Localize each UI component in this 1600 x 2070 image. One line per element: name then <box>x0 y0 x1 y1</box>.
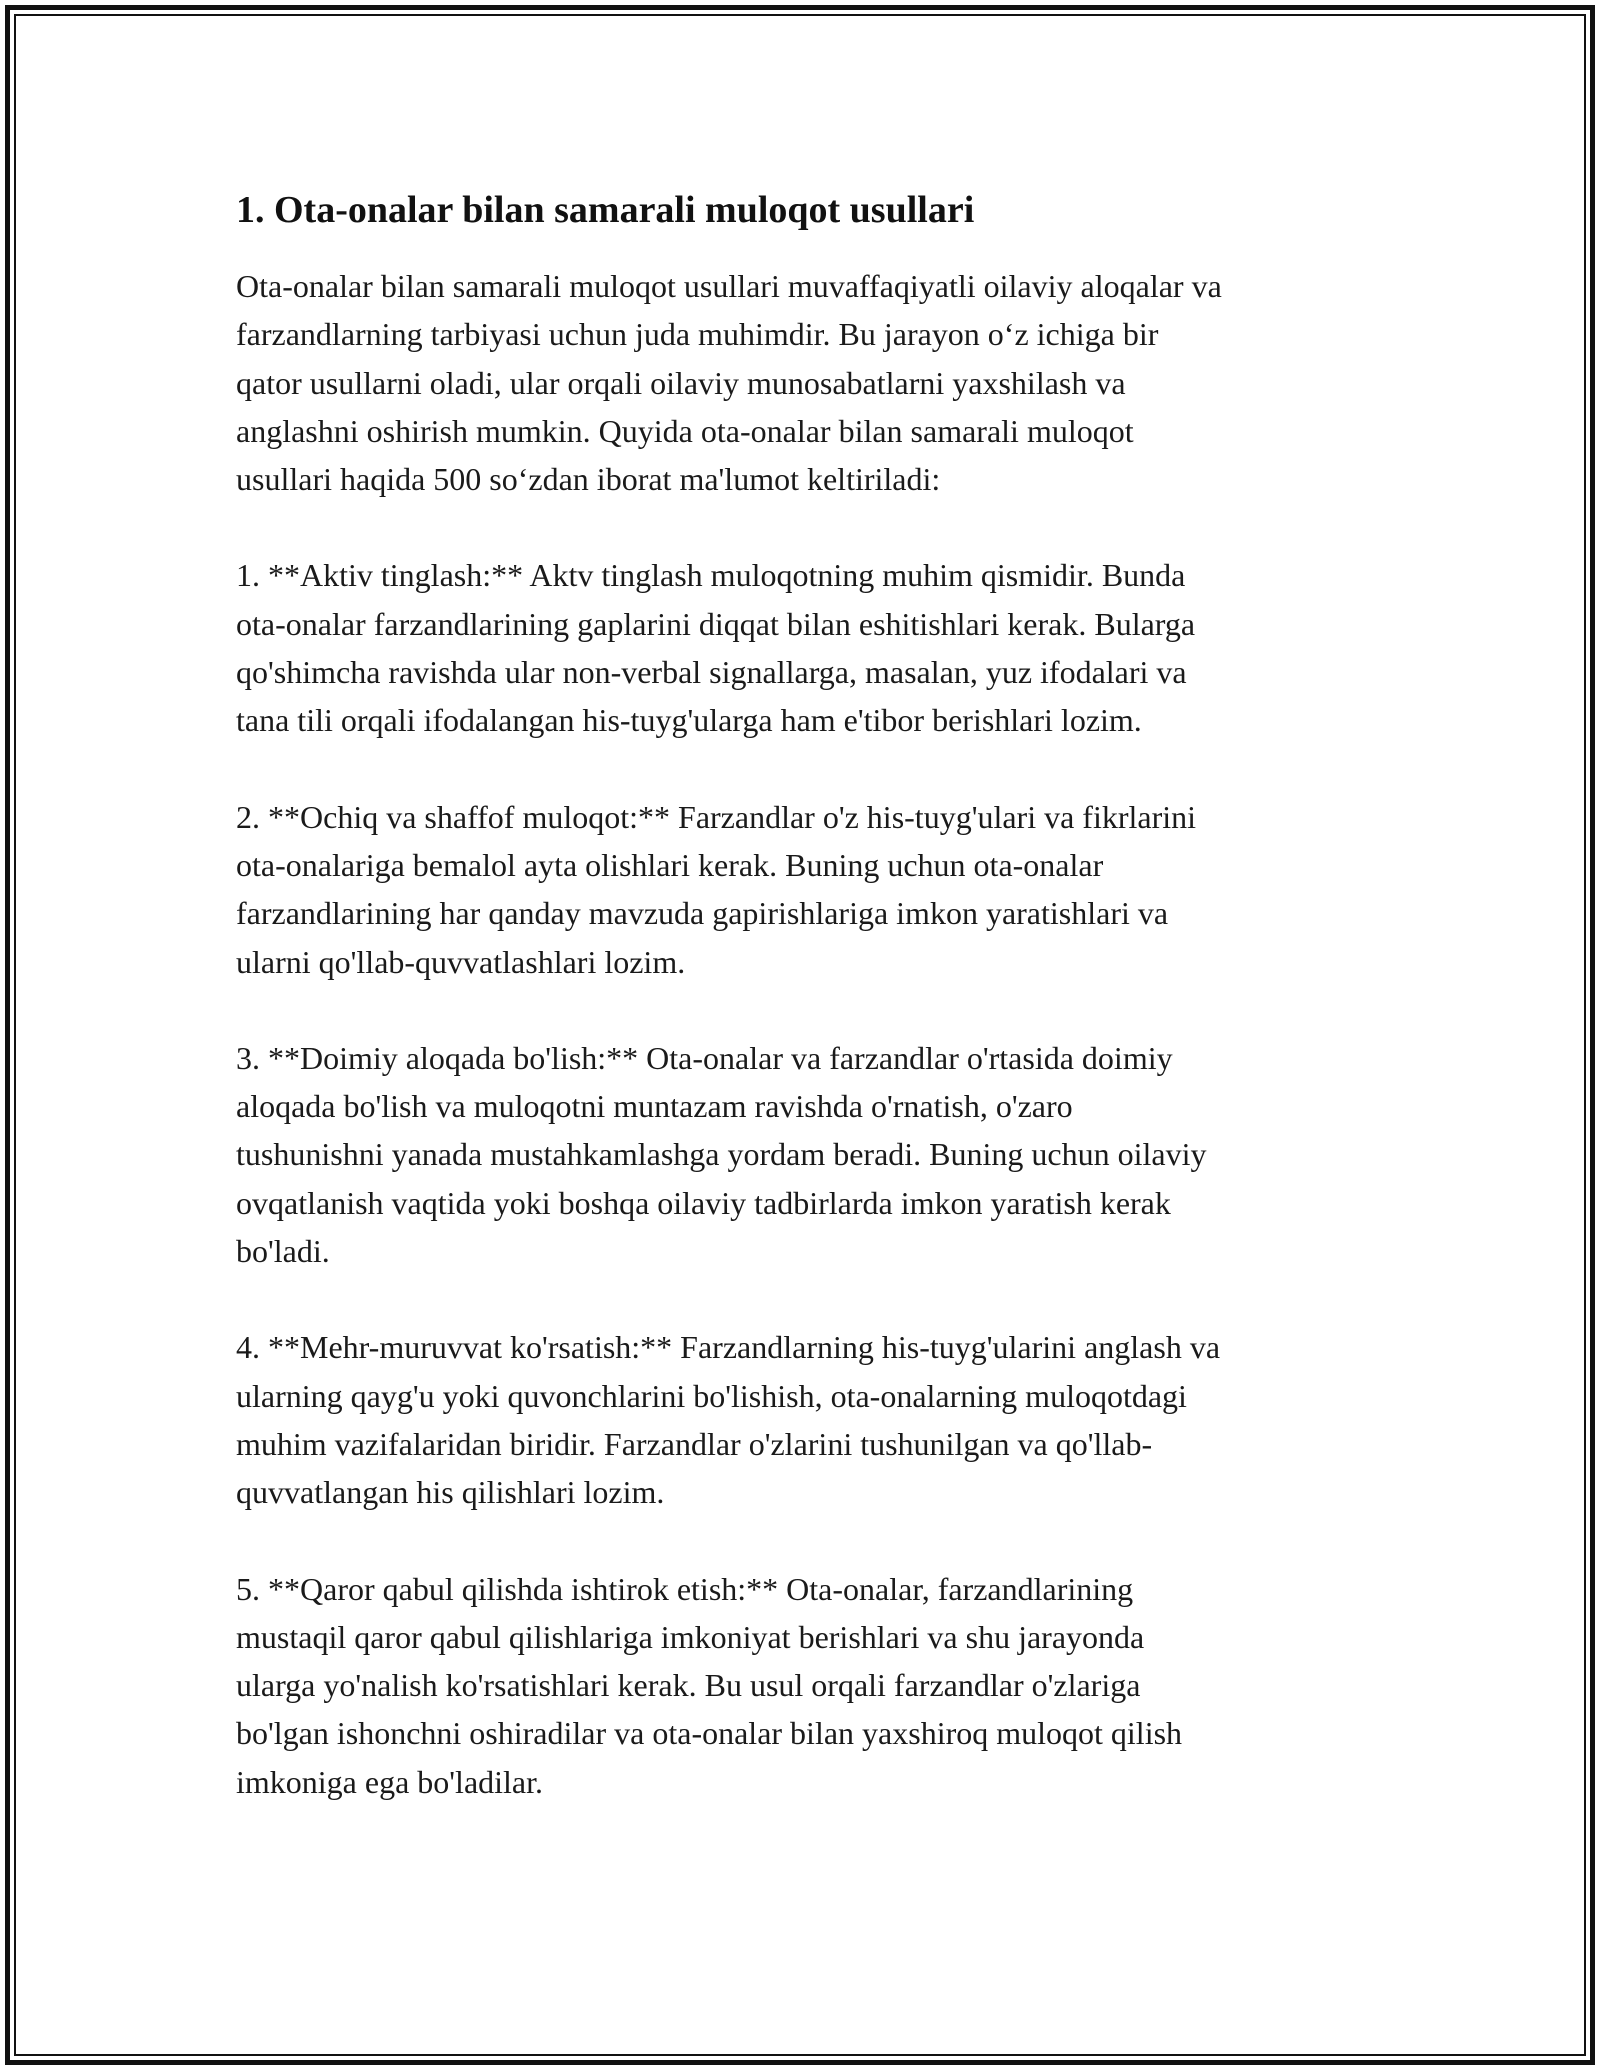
document-title: 1. Ota-onalar bilan samarali muloqot usullari <box>236 189 975 231</box>
list-item-open-communication: 2. **Ochiq va shaffof muloqot:** Farzandlar o'z his-tuyg'ulari va fikrlarini ota-onalariga bemalol ayta olishlari kerak. Buning uchun ota-onalar farzandlarining har qanday mavzuda gapirishlariga imkon yaratishlari va ularni qo'llab-quvvatlashlari lozim. <box>236 798 1197 980</box>
list-item-showing-kindness: 4. **Mehr-muruvvat ko'rsatish:** Farzandlarning his-tuyg'ularini anglash va ularning qayg'u yoki quvonchlarini bo'lishish, ota-onalarning muloqotdagi muhim vazifalaridan biridir. Farzandlar o'zlarini tushunilgan va qo'llab- quvvatlangan his qilishlari lozim. <box>236 1329 1221 1511</box>
list-item-active-listening: 1. **Aktiv tinglash:** Aktv tinglash muloqotning muhim qismidir. Bunda ota-onalar farzandlarining gaplarini diqqat bilan eshitishlari kerak. Bularga qo'shimcha ravishda ular non-verbal signallarga, masalan, yuz ifodalari va tana tili orqali ifodalangan his-tuyg'ularga ham e'tibor berishlari lozim. <box>236 557 1196 739</box>
intro-paragraph: Ota-onalar bilan samarali muloqot usullari muvaffaqiyatli oilaviy aloqalar va farzandlarning tarbiyasi uchun juda muhimdir. Bu jarayon o‘z ichiga bir qator usullarni oladi, ular orqali oilaviy munosabatlarni yaxshilash va anglashni oshirish mumkin. Quyida ota-onalar bilan samarali muloqot usullari haqida 500 so‘zdan iborat ma'lumot keltiriladi: <box>236 268 1222 498</box>
list-item-decision-participation: 5. **Qaror qabul qilishda ishtirok etish:** Ota-onalar, farzandlarining mustaqil qaror qabul qilishlariga imkoniyat berishlari va shu jarayonda ularga yo'nalish ko'rsatishlari kerak. Bu usul orqali farzandlar o'zlariga bo'lgan ishonchni oshiradilar va ota-onalar bilan yaxshiroq muloqot qilish imkoniga ega bo'ladilar. <box>236 1570 1183 1800</box>
list-item-constant-contact: 3. **Doimiy aloqada bo'lish:** Ota-onalar va farzandlar o'rtasida doimiy aloqada bo'lish va muloqotni muntazam ravishda o'rnatish, o'zaro tushunishni yanada mustahkamlashga yordam beradi. Buning uchun oilaviy ovqatlanish vaqtida yoki boshqa oilaviy tadbirlarda imkon yaratish kerak bo'ladi. <box>236 1039 1207 1270</box>
document-body <box>236 186 1376 1854</box>
